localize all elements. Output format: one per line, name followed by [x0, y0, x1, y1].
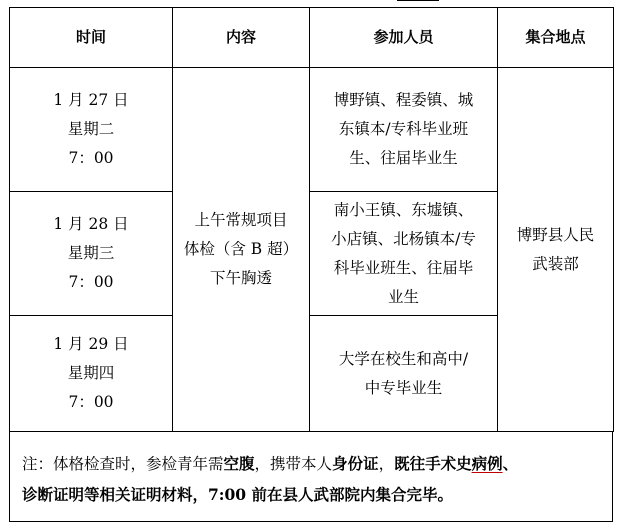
content-line: 上午常规项目: [194, 211, 288, 229]
note-text: ，携带本人: [254, 455, 333, 473]
time-cell: [10, 316, 173, 432]
clock-time-text: 7：00: [68, 273, 114, 291]
time-cell: [10, 68, 173, 192]
participants-line: 中专毕业生: [364, 378, 443, 397]
content-cell: [173, 68, 310, 432]
date-text: 1 月 27 日: [53, 91, 129, 109]
participants-line: 博野镇、程委镇、城: [333, 91, 474, 109]
participants-line: 小店镇、北杨镇本/专: [331, 229, 476, 248]
header-content: 内容: [173, 8, 310, 68]
weekday-text: 星期三: [67, 244, 115, 262]
table-header-row: [10, 8, 614, 68]
note-emphasis: 空腹: [223, 454, 255, 473]
date-text: 1 月 28 日: [53, 215, 129, 233]
participants-cell: [310, 316, 498, 432]
header-participants: 参加人员: [310, 8, 498, 68]
participants-line: 大学在校生和高中/: [338, 349, 469, 368]
weekday-text: 星期二: [67, 120, 115, 138]
top-edge-line: [397, 0, 439, 1]
participants-line: 业生: [387, 287, 419, 306]
participants-line: 南小王镇、东墟镇、: [333, 200, 474, 219]
participants-line: 生、往届毕业生: [349, 149, 458, 167]
participants-cell: [310, 68, 498, 192]
note-emphasis-underlined: 病例: [471, 454, 503, 473]
participants-cell: [310, 192, 498, 316]
location-cell: [498, 68, 614, 432]
note-emphasis: 身份证: [332, 454, 379, 473]
header-time: 时间: [10, 8, 173, 68]
schedule-table: [9, 7, 614, 432]
note-emphasis: 、: [502, 454, 519, 473]
note-text: ，: [378, 455, 395, 473]
note-box: [9, 431, 613, 522]
table-row: [10, 68, 614, 192]
note-emphasis: 既往手术史: [394, 454, 472, 473]
note-line-1: [22, 452, 518, 474]
note-line-2: 诊断证明等相关证明材料，7:00 前在县人武部院内集合完毕。: [22, 485, 453, 504]
location-line: 武装部: [532, 254, 579, 273]
weekday-text: 星期四: [67, 364, 115, 382]
clock-time-text: 7：00: [68, 393, 114, 411]
time-cell: [10, 192, 173, 316]
header-location: 集合地点: [498, 8, 614, 68]
participants-line: 科毕业班生、往届毕: [333, 258, 474, 277]
content-line: 体检（含 B 超）: [183, 240, 299, 258]
content-line: 下午胸透: [209, 269, 272, 287]
date-text: 1 月 29 日: [53, 335, 129, 353]
location-line: 博野县人民: [516, 225, 595, 244]
clock-time-text: 7：00: [68, 149, 114, 167]
note-text: 注：体格检查时，参检青年需: [22, 455, 224, 473]
participants-line: 东镇本/专科毕业班: [338, 120, 469, 138]
